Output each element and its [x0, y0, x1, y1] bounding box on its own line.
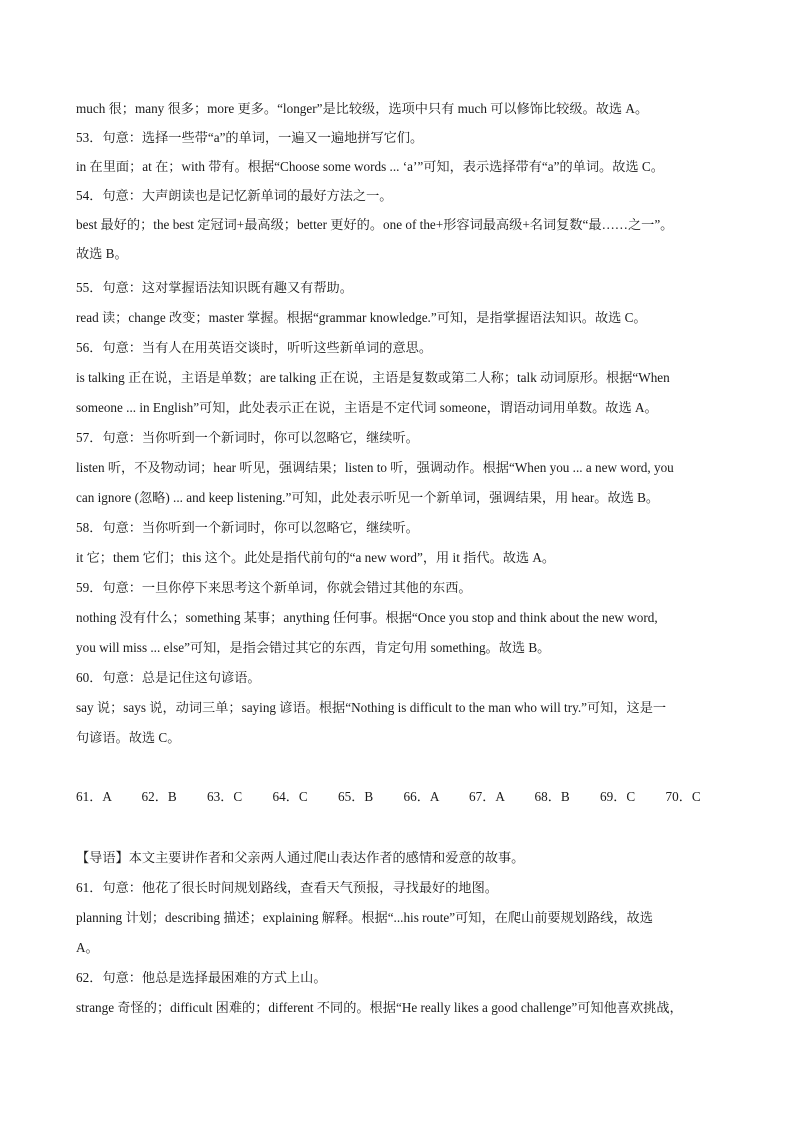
question-heading: 59．句意：一旦你停下来思考这个新单词，你就会错过其他的东西。: [76, 580, 472, 595]
text-line: A。: [76, 940, 99, 955]
question-heading: 57．句意：当你听到一个新词时，你可以忽略它，继续听。: [76, 430, 419, 445]
text-line: 句谚语。故选 C。: [76, 730, 181, 745]
text-line: you will miss ... else”可知，是指会错过其它的东西，肯定句用 something。故选 B。: [76, 640, 551, 655]
text-line: can ignore (忽略) ... and keep listening.”可知，此处表示听见一个新单词，强调结果，用 hear。故选 B。: [76, 490, 660, 505]
question-heading: 53．句意：选择一些带“a”的单词，一遍又一遍地拼写它们。: [76, 130, 424, 145]
answer-item: 67．A: [469, 789, 505, 804]
guide-intro: 【导语】本文主要讲作者和父亲两人通过爬山表达作者的感情和爱意的故事。: [76, 850, 525, 865]
question-heading: 62．句意：他总是选择最困难的方式上山。: [76, 970, 327, 985]
text-line: read 读；change 改变；master 掌握。根据“grammar knowledge.”可知，是指掌握语法知识。故选 C。: [76, 310, 647, 325]
text-line: in 在里面；at 在；with 带有。根据“Choose some words ... ‘a’”可知，表示选择带有“a”的单词。故选 C。: [76, 159, 664, 174]
answer-item: 70．C: [665, 789, 701, 804]
answer-item: 64．C: [272, 789, 308, 804]
question-heading: 61．句意：他花了很长时间规划路线，查看天气预报，寻找最好的地图。: [76, 880, 498, 895]
answer-item: 61．A: [76, 789, 112, 804]
answer-item: 62．B: [141, 789, 177, 804]
text-line: nothing 没有什么；something 某事；anything 任何事。根据“Once you stop and think about the new word,: [76, 610, 658, 625]
question-heading: 56．句意：当有人在用英语交谈时，听听这些新单词的意思。: [76, 340, 433, 355]
question-heading: 60．句意：总是记住这句谚语。: [76, 670, 261, 685]
text-line: 故选 B。: [76, 246, 128, 261]
text-line: best 最好的；the best 定冠词+最高级；better 更好的。one of the+形容词最高级+名词复数“最……之一”。: [76, 217, 674, 232]
question-heading: 54．句意：大声朗读也是记忆新单词的最好方法之一。: [76, 188, 393, 203]
text-line: strange 奇怪的；difficult 困难的；different 不同的。根据“He really likes a good challenge”可知他喜欢挑战，: [76, 1000, 683, 1015]
text-line: say 说；says 说，动词三单；saying 谚语。根据“Nothing is difficult to the man who will try.”可知，这是一: [76, 700, 667, 715]
answer-key: [76, 788, 736, 806]
text-line: someone ... in English”可知，此处表示正在说，主语是不定代词 someone，谓语动词用单数。故选 A。: [76, 400, 658, 415]
question-heading: 55．句意：这对掌握语法知识既有趣又有帮助。: [76, 280, 353, 295]
text-line: listen 听，不及物动词；hear 听见，强调结果；listen to 听，强调动作。根据“When you ... a new word, you: [76, 460, 674, 475]
answer-item: 65．B: [338, 789, 374, 804]
text-line: planning 计划；describing 描述；explaining 解释。根据“...his route”可知，在爬山前要规划路线，故选: [76, 910, 653, 925]
answer-item: 66．A: [403, 789, 440, 804]
answer-item: 69．C: [600, 789, 636, 804]
text-line: much 很；many 很多；more 更多。“longer”是比较级，选项中只有 much 可以修饰比较级。故选 A。: [76, 101, 649, 116]
text-line: is talking 正在说，主语是单数；are talking 正在说，主语是复数或第二人称；talk 动词原形。根据“When: [76, 370, 670, 385]
question-heading: 58．句意：当你听到一个新词时，你可以忽略它，继续听。: [76, 520, 419, 535]
answer-item: 68．B: [534, 789, 570, 804]
text-line: it 它；them 它们；this 这个。此处是指代前句的“a new word”，用 it 指代。故选 A。: [76, 550, 556, 565]
answer-item: 63．C: [207, 789, 243, 804]
